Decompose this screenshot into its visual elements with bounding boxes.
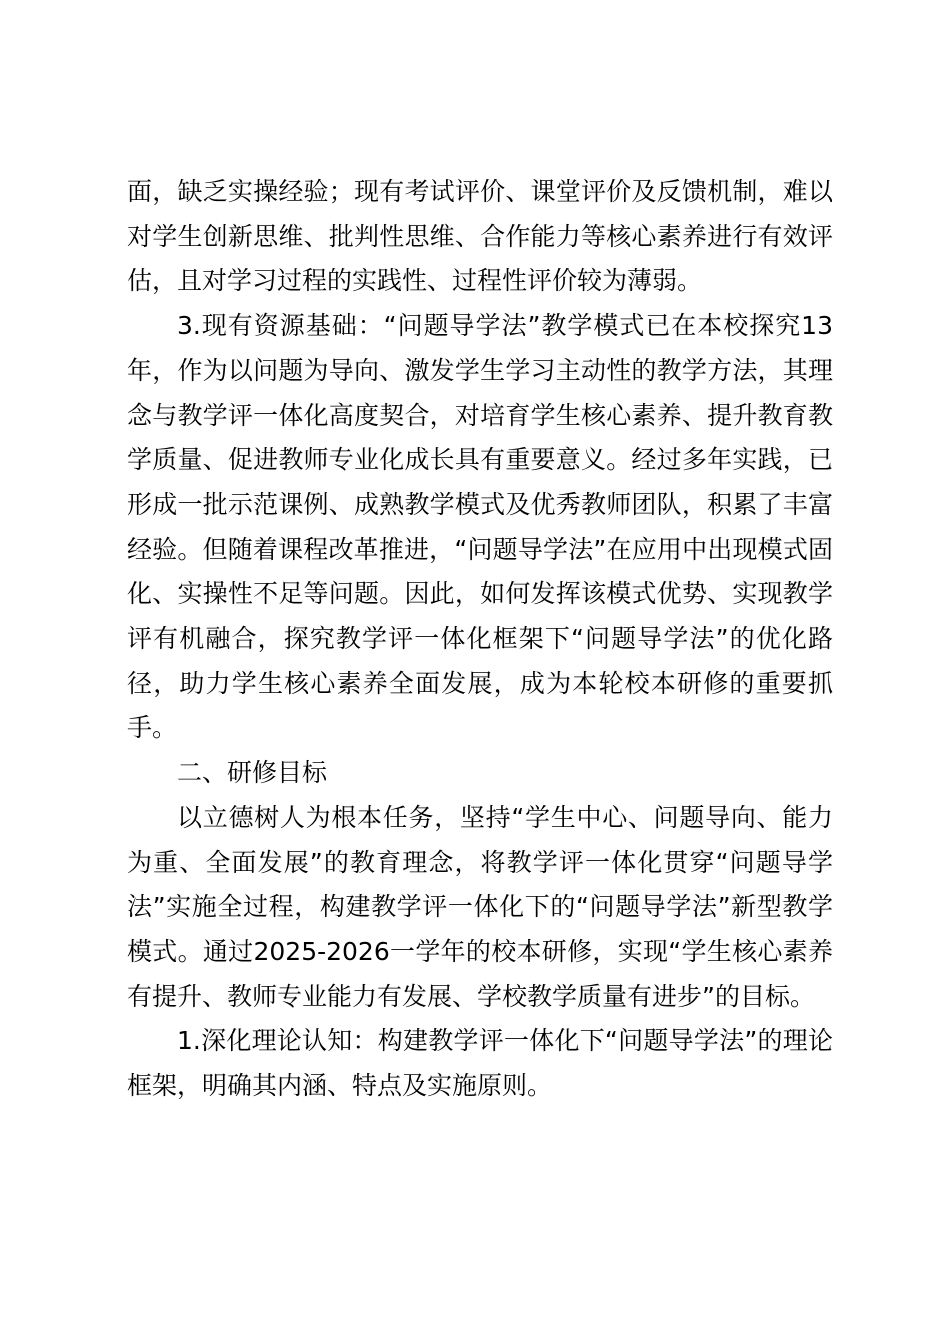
paragraph-continuation: 面，缺乏实操经验；现有考试评价、课堂评价及反馈机制，难以对学生创新思维、批判性思维、合作能力等核心素养进行有效评估，且对学习过程的实践性、过程性评价较为薄弱。 xyxy=(127,177,833,296)
document-body xyxy=(127,170,833,1109)
paragraph-theory: 1.深化理论认知：构建教学评一体化下“问题导学法”的理论框架，明确其内涵、特点及实施原则。 xyxy=(127,1026,833,1101)
paragraph-goals: 以立德树人为根本任务，坚持“学生中心、问题导向、能力为重、全面发展”的教育理念，将教学评一体化贯穿“问题导学法”实施全过程，构建教学评一体化下的“问题导学法”新型教学模式。通过2025-2026一学年的校本研修，实现“学生核心素养有提升、教师专业能力有发展、学校教学质量有进步”的目标。 xyxy=(127,802,833,1011)
paragraph-resource-basis: 3.现有资源基础：“问题导学法”教学模式已在本校探究13年，作为以问题为导向、激发学生学习主动性的教学方法，其理念与教学评一体化高度契合，对培育学生核心素养、提升教育教学质量、促进教师专业化成长具有重要意义。经过多年实践，已形成一批示范课例、成熟教学模式及优秀教师团队，积累了丰富经验。但随着课程改革推进，“问题导学法”在应用中出现模式固化、实操性不足等问题。因此，如何发挥该模式优势、实现教学评有机融合，探究教学评一体化框架下“问题导学法”的优化路径，助力学生核心素养全面发展，成为本轮校本研修的重要抓手。 xyxy=(127,311,833,743)
section-heading-goals: 二、研修目标 xyxy=(177,758,328,788)
